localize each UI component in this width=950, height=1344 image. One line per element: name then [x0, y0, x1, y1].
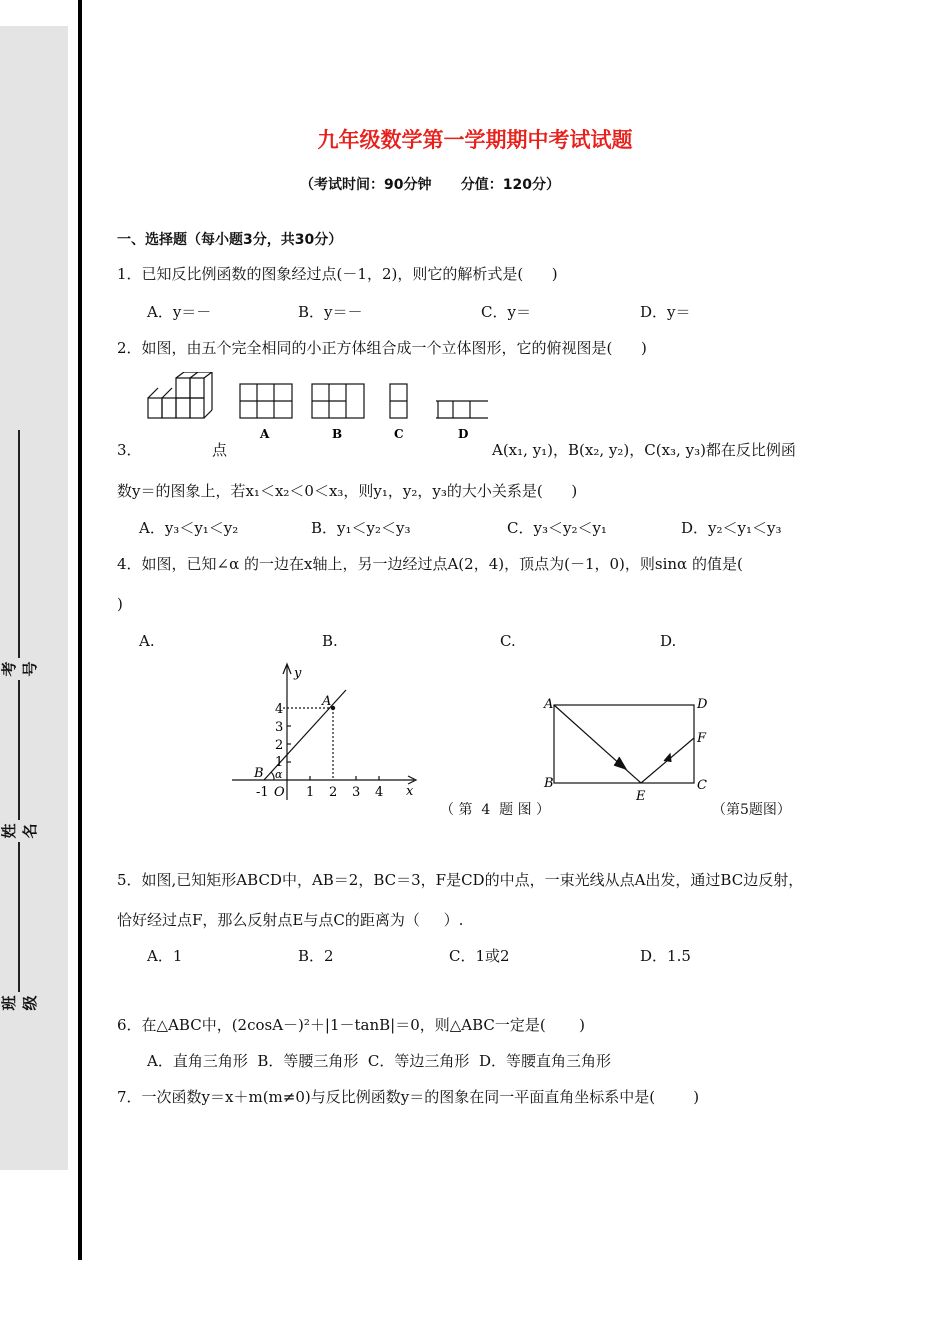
- class-label: 班级: [0, 992, 40, 1014]
- q4-option-a: A.: [139, 632, 155, 650]
- q2-label-d: D: [458, 427, 469, 440]
- exam-title: 九年级数学第一学期期中考试试题: [317, 128, 633, 152]
- fig4-x-tick-2: 2: [329, 785, 338, 800]
- fig5-label-b: B: [544, 776, 554, 791]
- q3-option-b: B．y₁＜y₂＜y₃: [311, 519, 411, 537]
- q4-option-c: C.: [500, 632, 516, 650]
- q6-options: A．直角三角形 B．等腰三角形 C．等边三角形 D．等腰直角三角形: [147, 1052, 611, 1070]
- q5-stem-line2: 恰好经过点F，那么反射点E与点C的距离为（ ）.: [117, 911, 464, 929]
- q4-option-b: B.: [322, 632, 338, 650]
- fig5-label-f: F: [697, 731, 707, 746]
- view-b: [312, 384, 364, 418]
- q4-stem-end: ): [117, 595, 123, 613]
- q2-label-c: C: [394, 427, 404, 440]
- q3-option-a: A．y₃＜y₁＜y₂: [139, 519, 239, 537]
- fig4-origin-label: O: [274, 785, 285, 800]
- fig4-y-tick-1: 1: [275, 755, 284, 770]
- view-c: [390, 384, 407, 418]
- fig5-label-e: E: [636, 789, 646, 804]
- figure-4-caption: （ 第 4 题 图 ）: [440, 802, 551, 818]
- q4-stem: 4．如图，已知∠α 的一边在x轴上，另一边经过点A(2，4)，顶点为(－1，0)，则sinα 的值是(: [117, 555, 743, 573]
- q5-option-c: C．1或2: [449, 947, 510, 965]
- figure-5-caption: （第5题图）: [712, 802, 791, 818]
- section-heading: 一、选择题（每小题3分，共30分）: [117, 232, 343, 248]
- binding-dash-line: [18, 430, 20, 1010]
- fig5-label-d: D: [697, 697, 708, 712]
- q4-option-d: D.: [660, 632, 677, 650]
- q2-figures: [140, 372, 500, 440]
- q1-stem: 1．已知反比例函数的图象经过点(－1，2)，则它的解析式是( ): [117, 265, 558, 283]
- q3-option-d: D．y₂＜y₁＜y₃: [681, 519, 782, 537]
- q5-stem-line1: 5．如图,已知矩形ABCD中，AB＝2，BC＝3，F是CD的中点，一束光线从点A出发，通过BC边反射，: [117, 871, 804, 889]
- point-a-dot: [331, 706, 335, 710]
- fig4-alpha-label: α: [275, 768, 283, 781]
- q5-option-b: B．2: [298, 947, 334, 965]
- fig4-y-tick-2: 2: [275, 738, 284, 753]
- figure-4-graph: [228, 660, 424, 808]
- exam-subtitle: （考试时间：90分钟 分值：120分）: [300, 177, 560, 193]
- q5-option-a: A．1: [147, 947, 183, 965]
- q1-option-a: A．y＝－: [147, 303, 212, 321]
- fig4-x-axis-label: x: [406, 784, 414, 799]
- q3-number: 3．: [117, 441, 142, 459]
- q6-stem: 6．在△ABC中，(2cosA－)²＋|1－tanB|＝0，则△ABC一定是( ): [117, 1016, 585, 1034]
- solid-figure: [148, 372, 212, 418]
- fig4-point-a-label: A: [322, 694, 332, 709]
- binding-vertical-rule: [78, 0, 82, 1260]
- fig4-y-tick-3: 3: [275, 720, 284, 735]
- q7-stem: 7．一次函数y＝x＋m(m≠0)与反比例函数y＝的图象在同一平面直角坐标系中是( ): [117, 1088, 700, 1106]
- q3-stem-part2: 数y＝的图象上，若x₁＜x₂＜0＜x₃，则y₁，y₂，y₃的大小关系是( ): [117, 482, 578, 500]
- fig4-x-tick-1: 1: [306, 785, 315, 800]
- figure-5-rectangle: [538, 690, 718, 806]
- fig4-x-tick-4: 4: [375, 785, 384, 800]
- fig4-point-b-label: B: [254, 766, 264, 781]
- q2-label-b: B: [332, 427, 343, 440]
- q3-stem-part1: A(x₁, y₁)，B(x₂, y₂)，C(x₃, y₃)都在反比例函: [492, 441, 796, 459]
- q2-label-a: A: [260, 427, 270, 440]
- q2-stem: 2．如图，由五个完全相同的小正方体组合成一个立体图形，它的俯视图是( ): [117, 339, 647, 357]
- fig5-label-c: C: [697, 778, 707, 793]
- q1-option-c: C．y＝: [481, 303, 531, 321]
- fig4-y-axis-label: y: [294, 666, 302, 681]
- name-label: 姓名: [0, 820, 40, 842]
- fig4-y-tick-4: 4: [275, 702, 284, 717]
- fig5-label-a: A: [544, 697, 554, 712]
- fig4-x-tick-neg1: -1: [256, 785, 269, 800]
- q1-option-b: B．y＝－: [298, 303, 363, 321]
- view-a: [240, 384, 292, 418]
- q5-option-d: D．1.5: [640, 947, 691, 965]
- q3-option-c: C．y₃＜y₂＜y₁: [507, 519, 607, 537]
- q1-option-d: D．y＝: [640, 303, 691, 321]
- fig4-x-tick-3: 3: [352, 785, 361, 800]
- exam-number-label: 考号: [0, 658, 40, 680]
- q3-word: 点: [212, 441, 228, 459]
- view-d: [436, 401, 488, 418]
